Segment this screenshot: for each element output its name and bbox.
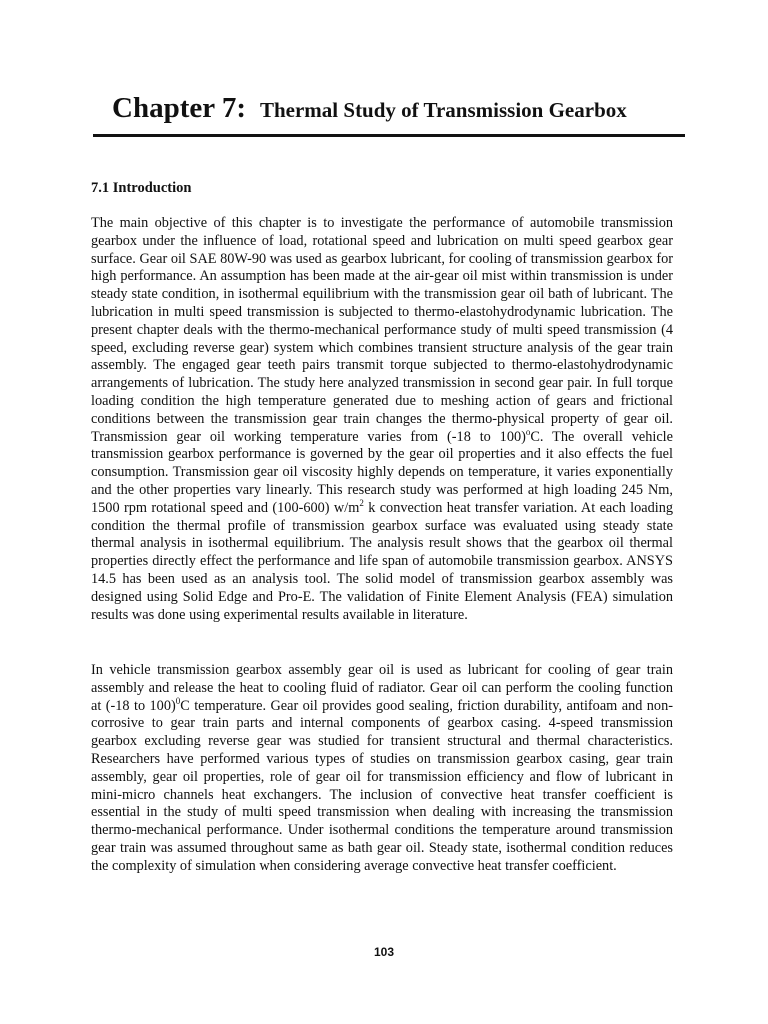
paragraph-text: k convection heat transfer variation. At each loading condition the thermal profile of transmission gearbox surface was evaluated using steady state thermal analysis in isothermal equilibrium. The analysis result shows that the gearbox oil thermal properties directly effect the performance and life span of automobile transmission gearbox. ANSYS 14.5 has been used as an analysis tool. The solid model of transmission gearbox assembly was designed using Solid Edge and Pro-E. The validation of Finite Element Analysis (FEA) simulation results was done using experimental results available in literature. bbox=[91, 499, 674, 623]
page-number: 103 bbox=[373, 945, 395, 959]
chapter-title: Thermal Study of Transmission Gearbox bbox=[259, 98, 627, 122]
superscript: 0 bbox=[175, 695, 181, 706]
intro-paragraph-1 bbox=[91, 215, 673, 624]
intro-paragraph-2 bbox=[91, 662, 673, 876]
chapter-number: Chapter 7: bbox=[112, 92, 246, 124]
header-rule bbox=[93, 134, 685, 137]
paragraph-text: C temperature. Gear oil provides good sealing, friction durability, antifoam and non-corrosive to gear train parts and internal components of gearbox casing. 4-speed transmission gearbox excluding reverse gear was studied for transient structural and thermal characteristics. Researchers have performed various types of studies on transmission gearbox casing, gear train assembly, gear oil properties, role of gear oil for transmission efficiency and flow of lubricant in mini-micro channels heat exchangers. The inclusion of convective heat transfer coefficient is essential in the study of multi speed transmission when dealing with increasing the transmission thermo-mechanical performance. Under isothermal conditions the temperature around transmission gear train was assumed throughout same as bath gear oil. Steady state, isothermal condition reduces the complexity of simulation when considering average convective heat transfer coefficient. bbox=[91, 697, 673, 874]
superscript: 2 bbox=[359, 497, 364, 508]
superscript: o bbox=[525, 426, 531, 437]
paragraph-text: The main objective of this chapter is to investigate the performance of automobile transmission gearbox under the influence of load, rotational speed and lubrication on multi speed gearbox gear surface. Gear oil SAE 80W-90 was used as gearbox lubricant, for cooling of transmission gearbox for high performance. An assumption has been made at the air-gear oil mist within transmission is under steady state condition, in isothermal equilibrium with the transmission gear oil bath of lubricant. The lubrication in multi speed transmission is subjected to thermo-elastohydrodynamic lubrication. The present chapter deals with the thermo-mechanical performance study of multi speed transmission (4 speed, excluding reverse gear) system which combines transient structure analysis of the gear train assembly. The engaged gear teeth pairs transmit torque subjected to thermo-elastohydrodynamic arrangements of lubrication. The study here analyzed transmission in second gear pair. In full torque loading condition the high temperature generated due to meshing action of gears and frictional conditions between the transmission gear train changes the thermo-physical property of gear oil. Transmission gear oil working temperature varies from (-18 to 100) bbox=[91, 215, 673, 445]
paragraph-text: C. The overall vehicle transmission gearbox performance is governed by the gear oil properties and it also effects the fuel consumption. Transmission gear oil viscosity highly depends on temperature, it varies exponentially and the other properties vary linearly. This research study was performed at high loading 245 Nm, 1500 rpm rotational speed and (100-600) w/m bbox=[91, 428, 673, 516]
chapter-header bbox=[112, 92, 658, 125]
section-heading: 7.1 Introduction bbox=[91, 180, 192, 196]
paragraph-text: In vehicle transmission gearbox assembly gear oil is used as lubricant for cooling of gear train assembly and release the heat to cooling fluid of radiator. Gear oil can perform the cooling function at (-18 to 100) bbox=[91, 662, 673, 714]
